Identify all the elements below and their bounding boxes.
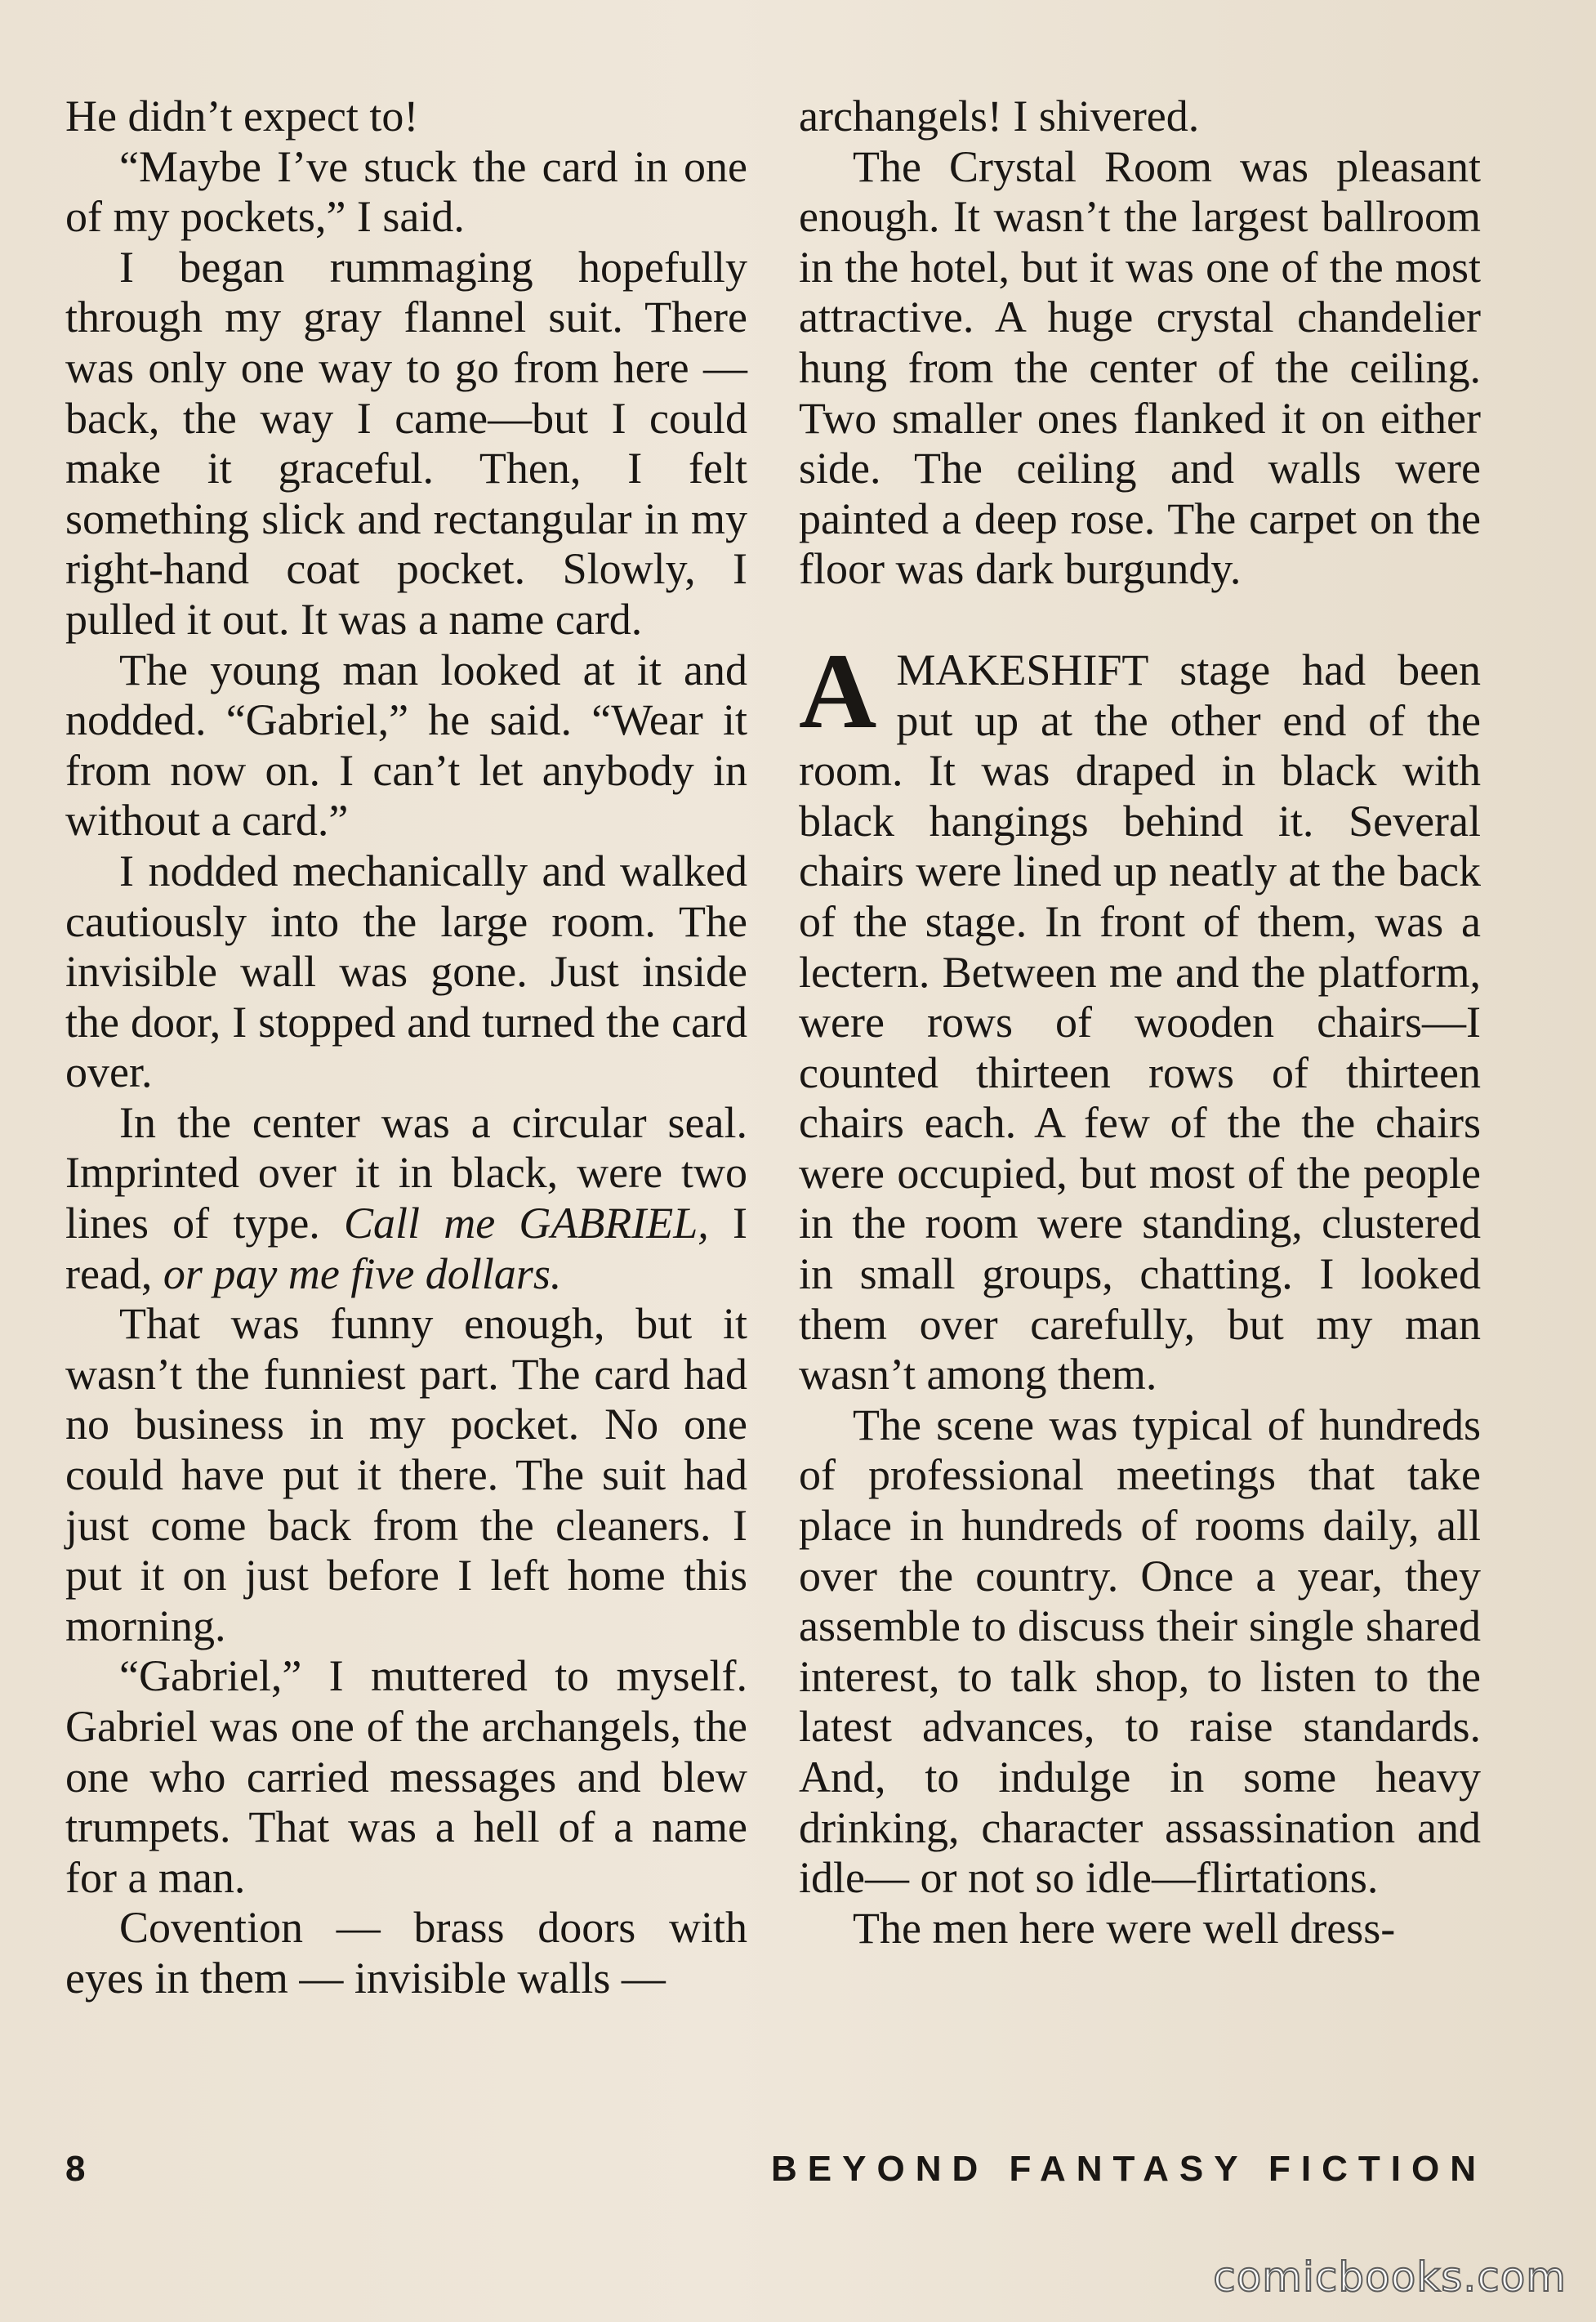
- paragraph: [65, 1098, 747, 1299]
- italic-text: or pay me five dollars.: [163, 1248, 562, 1298]
- paragraph: I began rummaging hopefully through my gray flannel suit. There was only one way to go from here —back, the way I came—but I could make it graceful. Then, I felt something slick and rectangular in my right-hand coat pocket. Slowly, I pulled it out. It was a name card.: [65, 242, 747, 644]
- paragraph: The men here were well dress-: [853, 1903, 1396, 1953]
- drop-cap: A: [799, 630, 877, 751]
- page-number: 8: [65, 2149, 86, 2189]
- paragraph: “Maybe I’ve stuck the card in one of my pockets,” I said.: [65, 141, 747, 242]
- paragraph: [799, 630, 1481, 1400]
- paragraph-text: MAKESHIFT stage had been put up at the other end of the room. It was draped in black with black hangings behind it. Several chairs were lined up neatly at the back of the stage. In front of them, was a lectern. Between me and the platform, were rows of wooden chairs—I counted thirteen rows of thirteen chairs each. A few of the the chairs were occupied, but most of the people in the room were standing, clustered in small groups, chatting. I looked them over carefully, but my man wasn’t among them.: [799, 645, 1481, 1400]
- paragraph: archangels! I shivered.: [799, 92, 1200, 141]
- section-break: [799, 595, 1481, 645]
- paragraph-text: I read,: [65, 1199, 747, 1298]
- left-column: [65, 92, 747, 2004]
- italic-text: Call me GABRIEL,: [344, 1199, 709, 1248]
- paragraph: The scene was typical of hundreds of professional meetings that take place in hundreds of rooms daily, all over the country. Once a year, they assemble to discuss their single shared interest, to talk shop, to listen to the latest advances, to raise standards. And, to indulge in some heavy drinking, character assassination and idle— or not so idle—flirtations.: [799, 1400, 1481, 1903]
- running-title: BEYOND FANTASY FICTION: [771, 2149, 1487, 2189]
- paragraph: The Crystal Room was pleasant enough. It wasn’t the largest ballroom in the hotel, but it was one of the most attractive. A huge crystal chandelier hung from the center of the ceiling. Two smaller ones flanked it on either side. The ceiling and walls were painted a deep rose. The carpet on the floor was dark burgundy.: [799, 141, 1481, 594]
- paragraph: “Gabriel,” I muttered to myself. Gabriel was one of the archangels, the one who carried messages and blew trumpets. That was a hell of a name for a man.: [65, 1651, 747, 1902]
- watermark: comicbooks.com: [1213, 2253, 1567, 2301]
- paragraph-text: In the center was a circular seal. Imprinted over it in black, were two lines of type.: [65, 1097, 747, 1248]
- paragraph: I nodded mechanically and walked cautiously into the large room. The invisible wall was gone. Just inside the door, I stopped and turned the card over.: [65, 846, 747, 1097]
- paragraph: The young man looked at it and nodded. “Gabriel,” he said. “Wear it from now on. I can’t let anybody in without a card.”: [65, 645, 747, 846]
- paragraph: That was funny enough, but it wasn’t the funniest part. The card had no business in my pocket. No one could have put it there. The suit had just come back from the cleaners. I put it on just before I left home this morning.: [65, 1299, 747, 1650]
- right-column: [799, 92, 1481, 1954]
- paragraph: Covention — brass doors with eyes in them — invisible walls —: [65, 1903, 747, 2003]
- paragraph: He didn’t expect to!: [65, 92, 419, 141]
